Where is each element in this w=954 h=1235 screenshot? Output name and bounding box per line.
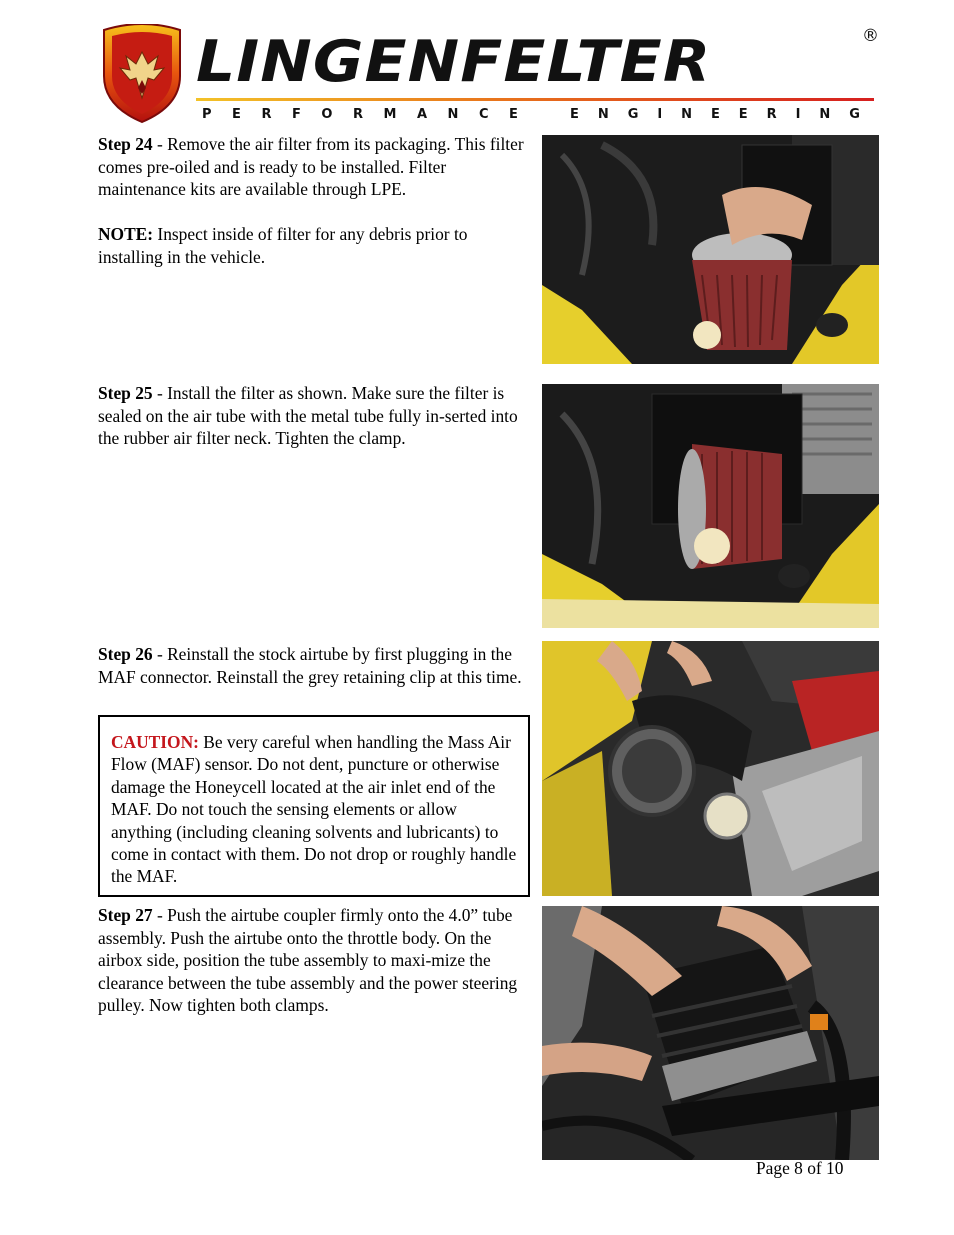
tagline-letter: I [657, 107, 663, 122]
registered-trademark: ® [862, 26, 879, 46]
engine-bay-coupler-photo-icon [542, 906, 879, 1160]
step-24-label: Step 24 [98, 134, 153, 154]
brand-tagline [202, 107, 860, 122]
caution-box [98, 715, 530, 897]
tagline-letter: P [202, 107, 212, 122]
tagline-letter: E [570, 107, 579, 122]
step-24-paragraph [98, 133, 526, 201]
tagline-letter: I [795, 107, 801, 122]
caution-label: CAUTION: [111, 732, 199, 752]
tagline-letter: E [738, 107, 748, 122]
brand-wordmark: LINGENFELTER [196, 29, 712, 95]
tagline-letter: A [416, 107, 428, 122]
step-24-note [98, 223, 526, 268]
step-26-photo [542, 641, 879, 896]
step-25-paragraph [98, 382, 526, 450]
note-text: Inspect inside of filter for any debris prior to installing in the vehicle. [98, 224, 468, 267]
brand-header [96, 22, 886, 127]
step-24-block [98, 133, 526, 269]
tagline-word-2 [570, 107, 860, 122]
caution-text: Be very careful when handling the Mass Air Flow (MAF) sensor. Do not dent, puncture or otherwise damage the Honeycell located at the air inlet end of the MAF. Do not touch the sensing elements or allow anything (including cleaning solvents and lubricants) to come in contact with them. Do not drop or roughly handle the MAF. [111, 732, 517, 887]
step-25-label: Step 25 [98, 383, 153, 403]
tagline-letter: G [627, 107, 639, 122]
tagline-letter: R [352, 107, 363, 122]
step-27-label: Step 27 [98, 905, 153, 925]
tagline-letter: F [291, 107, 301, 122]
tagline-letter: N [447, 107, 459, 122]
tagline-letter: E [509, 107, 518, 122]
step-27-block [98, 904, 526, 1017]
tagline-letter: N [819, 107, 831, 122]
step-25-block [98, 382, 526, 450]
step-26-label: Step 26 [98, 644, 153, 664]
step-26-paragraph [98, 643, 526, 688]
step-27-text: - Push the airtube coupler firmly onto the 4.0” tube assembly. Push the airtube onto the throttle body. On the airbox side, position the tube assembly to maxi-mize the clearance between the tube assembly and the power steering pulley. Now tighten both clamps. [98, 905, 518, 1016]
step-27-photo [542, 906, 879, 1160]
tagline-letter: C [478, 107, 489, 122]
step-25-photo [542, 384, 879, 628]
brand-underline [196, 98, 874, 101]
tagline-letter: M [383, 107, 397, 122]
engine-bay-installed-filter-photo-icon [542, 384, 879, 628]
note-label: NOTE: [98, 224, 154, 245]
tagline-letter: N [681, 107, 692, 122]
engine-bay-airtube-photo-icon [542, 641, 879, 896]
step-25-text: - Install the filter as shown. Make sure the filter is sealed on the air tube with the metal tube fully in-serted into the rubber air filter neck. Tighten the clamp. [98, 383, 518, 449]
tagline-letter: O [321, 107, 333, 122]
tagline-letter: E [232, 107, 241, 122]
step-24-photo [542, 135, 879, 364]
tagline-letter: R [766, 107, 777, 122]
tagline-letter: N [597, 107, 609, 122]
engine-bay-filter-photo-icon [542, 135, 879, 364]
step-26-block [98, 643, 526, 688]
step-24-text: - Remove the air filter from its packaging. This filter comes pre-oiled and is ready to be installed. Filter maintenance kits are available through LPE. [98, 134, 524, 200]
step-26-text: - Reinstall the stock airtube by first plugging in the MAF connector. Reinstall the grey retaining clip at this time. [98, 644, 522, 687]
tagline-letter: R [261, 107, 272, 122]
step-27-paragraph [98, 904, 526, 1017]
tagline-letter: E [710, 107, 720, 122]
tagline-letter: G [849, 107, 860, 122]
lingenfelter-crest-logo [96, 24, 188, 124]
page-number: Page 8 of 10 [756, 1158, 844, 1178]
tagline-word-1 [202, 107, 518, 122]
